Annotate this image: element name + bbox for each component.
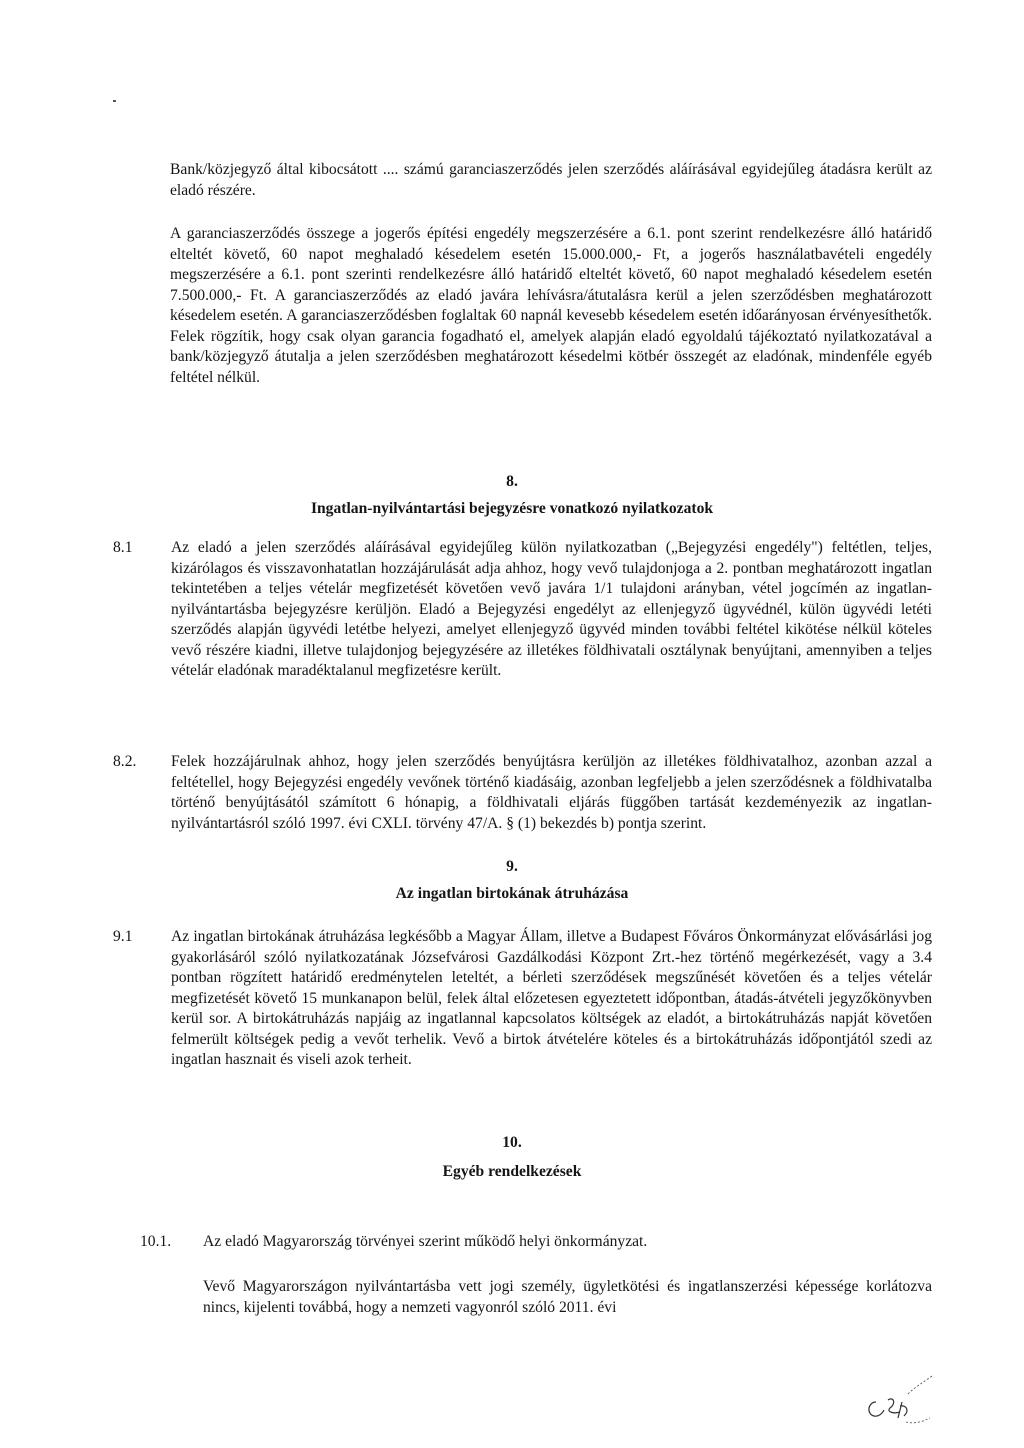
clause-9-1-number: 9.1 [113, 928, 133, 945]
section-9-title: Az ingatlan birtokának átruházása [395, 885, 629, 902]
section-8-number: 8. [506, 473, 518, 490]
clause-8-1-number: 8.1 [113, 539, 133, 556]
initials-signature [858, 1372, 938, 1432]
clause-8-2-number: 8.2. [113, 753, 137, 770]
scan-artifact-dot [113, 100, 116, 102]
clause-8-1-text: Az eladó a jelen szerződés aláírásával egyidejűleg külön nyilatkozatban („Bejegyzési engedély") feltétlen, teljes, kizárólagos és visszavonhatatlan hozzájárulását adja ahhoz, hogy vevő tulajdonjoga a 2. pontban meghatározott ingatlan tekintetében a teljes vételár megfizetését követően vevő javára 1/1 tulajdoni arányban, vétel jogcímén az ingatlan-nyilvántartásba bejegyzésre kerüljön. Eladó a Bejegyzési engedélyt az ellenjegyző ügyvédnél, külön ügyvédi letéti szerződés alapján ügyvédi letétbe helyezi, amelyet ellenjegyző ügyvéd minden további feltétel kikötése nélkül köteles vevő részére kiadni, illetve tulajdonjog bejegyzésére az illetékes földhivatali osztálynak benyújtani, amennyiben a teljes vételár eladónak maradéktalanul megfizetésre került. [171, 539, 932, 679]
section-9-number: 9. [506, 858, 518, 875]
intro-paragraph-2: A garanciaszerződés összege a jogerős építési engedély megszerzésére a 6.1. pont szerint rendelkezésre álló határidő elteltét követő, 60 napot meghaladó késedelem esetén 15.000.000,- Ft, a jogerős használatbavételi engedély megszerzésére a 6.1. pont szerinti rendelkezésre álló határidő elteltét követő, 60 napot meghaladó késedelem esetén 7.500.000,- Ft. A garanciaszerződés az eladó javára lehívásra/átutalásra kerül a jelen szerződésben meghatározott késedelem esetén. A garanciaszerződésben foglaltak 60 napnál kevesebb késedelem esetén időarányosan érvényesíthetők. Felek rögzítik, hogy csak olyan garancia fogadható el, amelyek alapján eladó egyoldalú tájékoztató nyilatkozatával a bank/közjegyző átutalja a jelen szerződésben meghatározott késedelmi kötbér összegét az eladónak, mindenféle egyéb feltétel nélkül. [170, 225, 932, 386]
section-8-title: Ingatlan-nyilvántartási bejegyzésre vonatkozó nyilatkozatok [310, 500, 714, 517]
clause-9-1-text: Az ingatlan birtokának átruházása legkésőbb a Magyar Állam, illetve a Budapest Főváros Önkormányzat elővásárlási jog gyakorlásáról szóló nyilatkozatának Józsefvárosi Gazdálkodási Központ Zrt.-hez történő megérkezését, vagy a 3.4 pontban rögzített határidő eredménytelen leteltét, a bérleti szerződések megszűnését követően és a teljes vételár megfizetését követő 15 munkanapon belül, felek által előzetesen egyeztetett időpontban, átadás-átvételi jegyzőkönyvben kerül sor. A birtokátruházás napjáig az ingatlannal kapcsolatos költségek az eladót, a birtokátruházás napját követően felmerült költségek pedig a vevőt terhelik. Vevő a birtok átvételére köteles és a birtokátruházás időpontjától szedi az ingatlan hasznait és viseli azok terheit. [171, 928, 932, 1068]
intro-paragraph-1: Bank/közjegyző által kibocsátott .... számú garanciaszerződés jelen szerződés aláírásával egyidejűleg átadásra került az eladó részére. [170, 161, 932, 199]
clause-10-1-number: 10.1. [140, 1233, 172, 1250]
closing-paragraph: Vevő Magyarországon nyilvántartásba vett jogi személy, ügyletkötési és ingatlanszerzési képessége korlátozva nincs, kijelenti továbbá, hogy a nemzeti vagyonról szóló 2011. évi [203, 1278, 932, 1316]
clause-8-2-text: Felek hozzájárulnak ahhoz, hogy jelen szerződés benyújtásra kerüljön az illetékes földhivatalhoz, azonban azzal a feltétellel, hogy Bejegyzési engedély vevőnek történő kiadásáig, azonban legfeljebb a jelen szerződésnek a földhivatalba történő benyújtásától számított 6 hónapig, a földhivatali eljárás függőben tartását kezdeményezik az ingatlan-nyilvántartásról szóló 1997. évi CXLI. törvény 47/A. § (1) bekezdés b) pontja szerint. [171, 753, 932, 832]
clause-10-1-text: Az eladó Magyarország törvényei szerint működő helyi önkormányzat. [203, 1233, 648, 1250]
section-10-title: Egyéb rendelkezések [442, 1163, 582, 1180]
section-10-number: 10. [502, 1134, 522, 1151]
